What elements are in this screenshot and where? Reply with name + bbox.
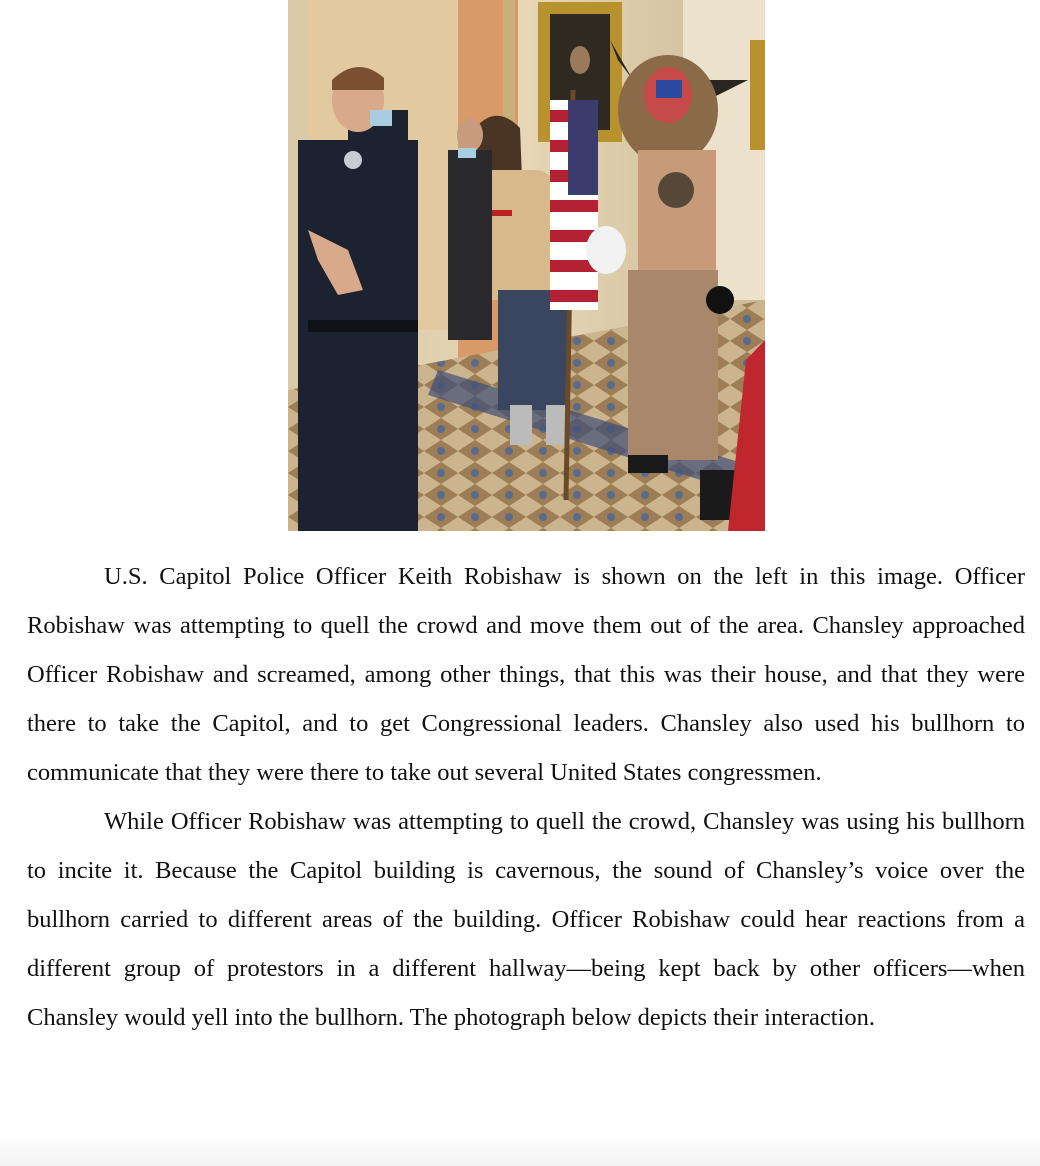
paragraph-bullhorn: While Officer Robishaw was attempting to quell the crowd, Chansley was using his bullhorn to incite it. Because the Capitol building is cavernous, the sound of Chansley’s voice over the bullhorn carried to different areas of the building. Officer Robishaw could hear reactions from a different group of protestors in a different hallway—being kept back by other officers—when Chansley would yell into the bullhorn. The photograph below depicts their interaction. <box>27 808 1025 1031</box>
painting-face <box>570 46 590 74</box>
body-text <box>27 552 1025 1042</box>
painting-frame-right <box>750 40 765 150</box>
background-man-figure <box>448 118 492 340</box>
capitol-hallway-photo <box>288 0 765 531</box>
paragraph-officer-robishaw: U.S. Capitol Police Officer Keith Robishaw is shown on the left in this image. Officer Robishaw was attempting to quell the crowd and move them out of the area. Chansley approached Officer Robishaw and screamed, among other things, that this was their house, and that they were there to take the Capitol, and to get Congressional leaders. Chansley also used his bullhorn to communicate that they were there to take out several United States congressmen. <box>27 563 1025 786</box>
page-bottom-shadow <box>0 1136 1040 1166</box>
photo-illustration <box>288 0 765 531</box>
